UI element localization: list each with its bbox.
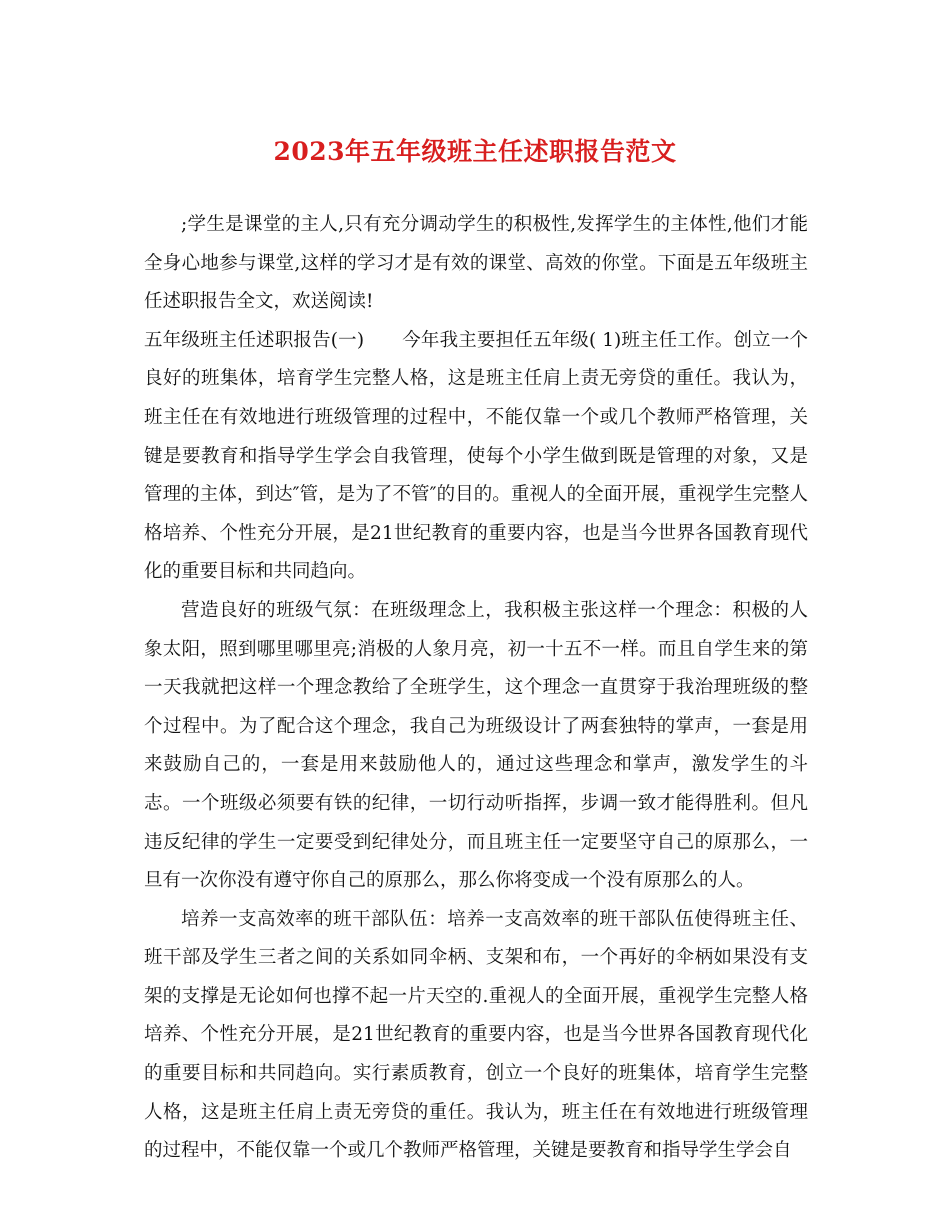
paragraph-class-leaders: 培养一支高效率的班干部队伍：培养一支高效率的班干部队伍使得班主任、班干部及学生三者之间的关系如同伞柄、支架和布，一个再好的伞柄如果没有支架的支撑是无论如何也撑不起一片天空的.重视人的全面开展，重视学生完整人格培养、个性充分开展，是21世纪教育的重要内容，也是当今世界各国教育现代化的重要目标和共同趋向。实行素质教育，创立一个良好的班集体，培育学生完整人格，这是班主任肩上责无旁贷的重任。我认为，班主任在有效地进行班级管理的过程中，不能仅靠一个或几个教师严格管理，关键是要教育和指导学生学会自 [144, 908, 808, 1162]
document-body [144, 206, 808, 1171]
paragraph-classroom-atmosphere: 营造良好的班级气氛：在班级理念上，我积极主张这样一个理念：积极的人象太阳，照到哪里哪里亮;消极的人象月亮，初一十五不一样。而且自学生来的第一天我就把这样一个理念教给了全班学生，这个理念一直贯穿于我治理班级的整个过程中。为了配合这个理念，我自己为班级设计了两套独特的掌声，一套是用来鼓励自己的，一套是用来鼓励他人的，通过这些理念和掌声，激发学生的斗志。一个班级必须要有铁的纪律，一切行动听指挥，步调一致才能得胜利。但凡违反纪律的学生一定要受到纪律处分，而且班主任一定要坚守自己的原那么，一旦有一次你没有遵守你自己的原那么，那么你将变成一个没有原那么的人。 [144, 599, 808, 892]
page-title: 2023年五年级班主任述职报告范文 [273, 137, 677, 166]
section-first-paragraph-text: 今年我主要担任五年级( 1)班主任工作。创立一个良好的班集体，培育学生完整人格，这是班主任肩上责无旁贷的重任。我认为，班主任在有效地进行班级管理的过程中，不能仅靠一个或几个教师严格管理，关键是要教育和指导学生学会自我管理，使每个小学生做到既是管理的对象，又是管理的主体，到达″管，是为了不管″的目的。重视人的全面开展，重视学生完整人格培养、个性充分开展，是21世纪教育的重要内容，也是当今世界各国教育现代化的重要目标和共同趋向。 [144, 329, 808, 583]
intro-paragraph: ;学生是课堂的主人,只有充分调动学生的积极性,发挥学生的主体性,他们才能全身心地参与课堂,这样的学习才是有效的课堂、高效的你堂。下面是五年级班主任述职报告全文，欢送阅读! [144, 214, 808, 313]
section-heading: 五年级班主任述职报告(一) [144, 329, 365, 351]
section-first-paragraph [144, 322, 808, 592]
